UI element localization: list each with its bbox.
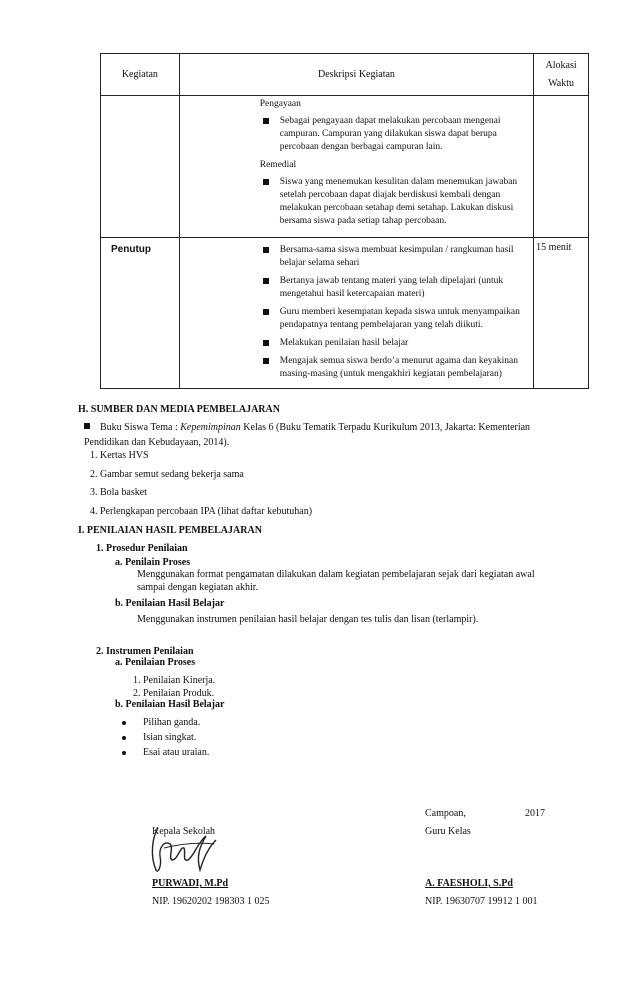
- list-item: 2. Penilaian Produk.: [133, 688, 215, 699]
- sign-year: 2017: [525, 808, 545, 819]
- header-alokasi-1: Alokasi: [545, 59, 577, 71]
- handwritten-signature: [150, 826, 220, 876]
- list-item: 4. Perlengkapan percobaan IPA (lihat daftar kebutuhan): [90, 505, 313, 517]
- section-h-list: [90, 447, 312, 521]
- cell-empty-waktu: [534, 96, 589, 238]
- penutup-items: [179, 238, 533, 389]
- book-rest: Kelas 6 (Buku Tematik Terpadu Kurikulum 2013, Jakarta: Kementerian Pendidikan dan Kebudayaan, 2014).: [84, 422, 531, 448]
- book-prefix: Buku Siswa Tema :: [100, 422, 181, 433]
- p2-title: 2. Instrumen Penilaian: [96, 646, 194, 657]
- cell-pengayaan-remedial: [179, 96, 533, 238]
- list-item: 2. Gambar semut sedang bekerja sama: [90, 468, 244, 480]
- square-bullet-icon: [263, 340, 269, 346]
- pengayaan-item: [260, 115, 519, 154]
- square-bullet-icon: [84, 423, 90, 429]
- p2b-list: [122, 715, 209, 760]
- p2b-title: b. Penilaian Hasil Belajar: [115, 699, 225, 710]
- remedial-item: [260, 176, 519, 228]
- penutup-item-1: Bersama-sama siswa membuat kesimpulan / rangkuman hasil belajar selama sehari: [260, 244, 523, 270]
- p1-title: 1. Prosedur Penilaian: [96, 543, 188, 554]
- penutup-item-2: Bertanya jawab tentang materi yang telah dipelajari (untuk mengetahui hasil ketercapaian materi): [260, 275, 523, 301]
- right-nip: NIP. 19630707 19912 1 001: [425, 896, 538, 907]
- header-deskripsi: Deskripsi Kegiatan: [179, 54, 533, 96]
- section-h-book: [84, 420, 574, 450]
- penutup-item-4: Melakukan penilaian hasil belajar: [260, 337, 523, 350]
- p1b-text: Menggunakan instrumen penilaian hasil belajar dengan tes tulis dan lisan (terlampir).: [137, 614, 479, 625]
- penutup-item-3: Guru memberi kesempatan kepada siswa untuk menyampaikan pendapatnya tentang pembelajaran yang telah diikuti.: [260, 306, 523, 332]
- penutup-label: Penutup: [101, 238, 180, 389]
- p1a-title: a. Penilain Proses: [115, 557, 191, 568]
- list-item: 1. Kertas HVS: [90, 450, 149, 461]
- list-item: Pilihan ganda.: [122, 715, 209, 730]
- left-role: Kepala Sekolah: [152, 826, 216, 837]
- list-item: 3. Bola basket: [90, 487, 147, 498]
- square-bullet-icon: [263, 179, 269, 185]
- pengayaan-item-text: Sebagai pengayaan dapat melakukan percobaan mengenai campuran. Campuran yang dilakukan siswa dapat berupa percobaan dengan berbagai campuran lain.: [279, 116, 501, 152]
- sign-place: Campoan,: [425, 808, 466, 819]
- bullet-icon: [122, 721, 126, 725]
- p1a-text-2: sampai dengan kegiatan akhir.: [137, 582, 259, 593]
- header-kegiatan: Kegiatan: [101, 54, 180, 96]
- remedial-title: Remedial: [259, 160, 297, 170]
- penutup-item-5: Mengajak semua siswa berdo’a menurut agama dan keyakinan masing-masing (untuk mengakhiri kegiatan pembelajaran): [260, 355, 523, 381]
- bullet-icon: [122, 736, 126, 740]
- penutup-waktu: 15 menit: [534, 238, 589, 389]
- p1b-title: b. Penilaian Hasil Belajar: [115, 598, 225, 609]
- header-alokasi: [534, 54, 589, 96]
- p2a-list: [133, 674, 215, 700]
- right-role: Guru Kelas: [425, 826, 471, 837]
- book-title: Kepemimpinan: [180, 422, 241, 433]
- p2a-title: a. Penilaian Proses: [115, 657, 196, 668]
- square-bullet-icon: [263, 247, 269, 253]
- section-h-title: H. SUMBER DAN MEDIA PEMBELAJARAN: [78, 404, 280, 415]
- pengayaan-title: Pengayaan: [259, 99, 301, 109]
- square-bullet-icon: [263, 309, 269, 315]
- list-item: Isian singkat.: [122, 730, 209, 745]
- remedial-item-text: Siswa yang menemukan kesulitan dalam menemukan jawaban setelah percobaan dapat diajak berdiskusi kembali dengan melakukan percobaan setahap demi setahap. Lakukan diskusi bersama siswa pada setiap tahap percobaan.: [279, 177, 518, 226]
- left-nip: NIP. 19620202 198303 1 025: [152, 896, 270, 907]
- square-bullet-icon: [263, 278, 269, 284]
- square-bullet-icon: [263, 118, 269, 124]
- p1a-text-1: Menggunakan format pengamatan dilakukan dalam kegiatan pembelajaran sejak dari kegiatan awal: [137, 569, 535, 580]
- list-item: Esai atau uraian.: [122, 745, 209, 760]
- right-name: A. FAESHOLI, S.Pd: [425, 878, 513, 889]
- header-alokasi-2: Waktu: [548, 77, 575, 89]
- square-bullet-icon: [263, 358, 269, 364]
- section-i-title: I. PENILAIAN HASIL PEMBELAJARAN: [78, 525, 262, 536]
- cell-empty-kegiatan: [101, 96, 180, 238]
- bullet-icon: [122, 751, 126, 755]
- list-item: 1. Penilaian Kinerja.: [133, 675, 216, 686]
- left-name: PURWADI, M.Pd: [152, 878, 229, 889]
- kegiatan-table: [100, 53, 589, 389]
